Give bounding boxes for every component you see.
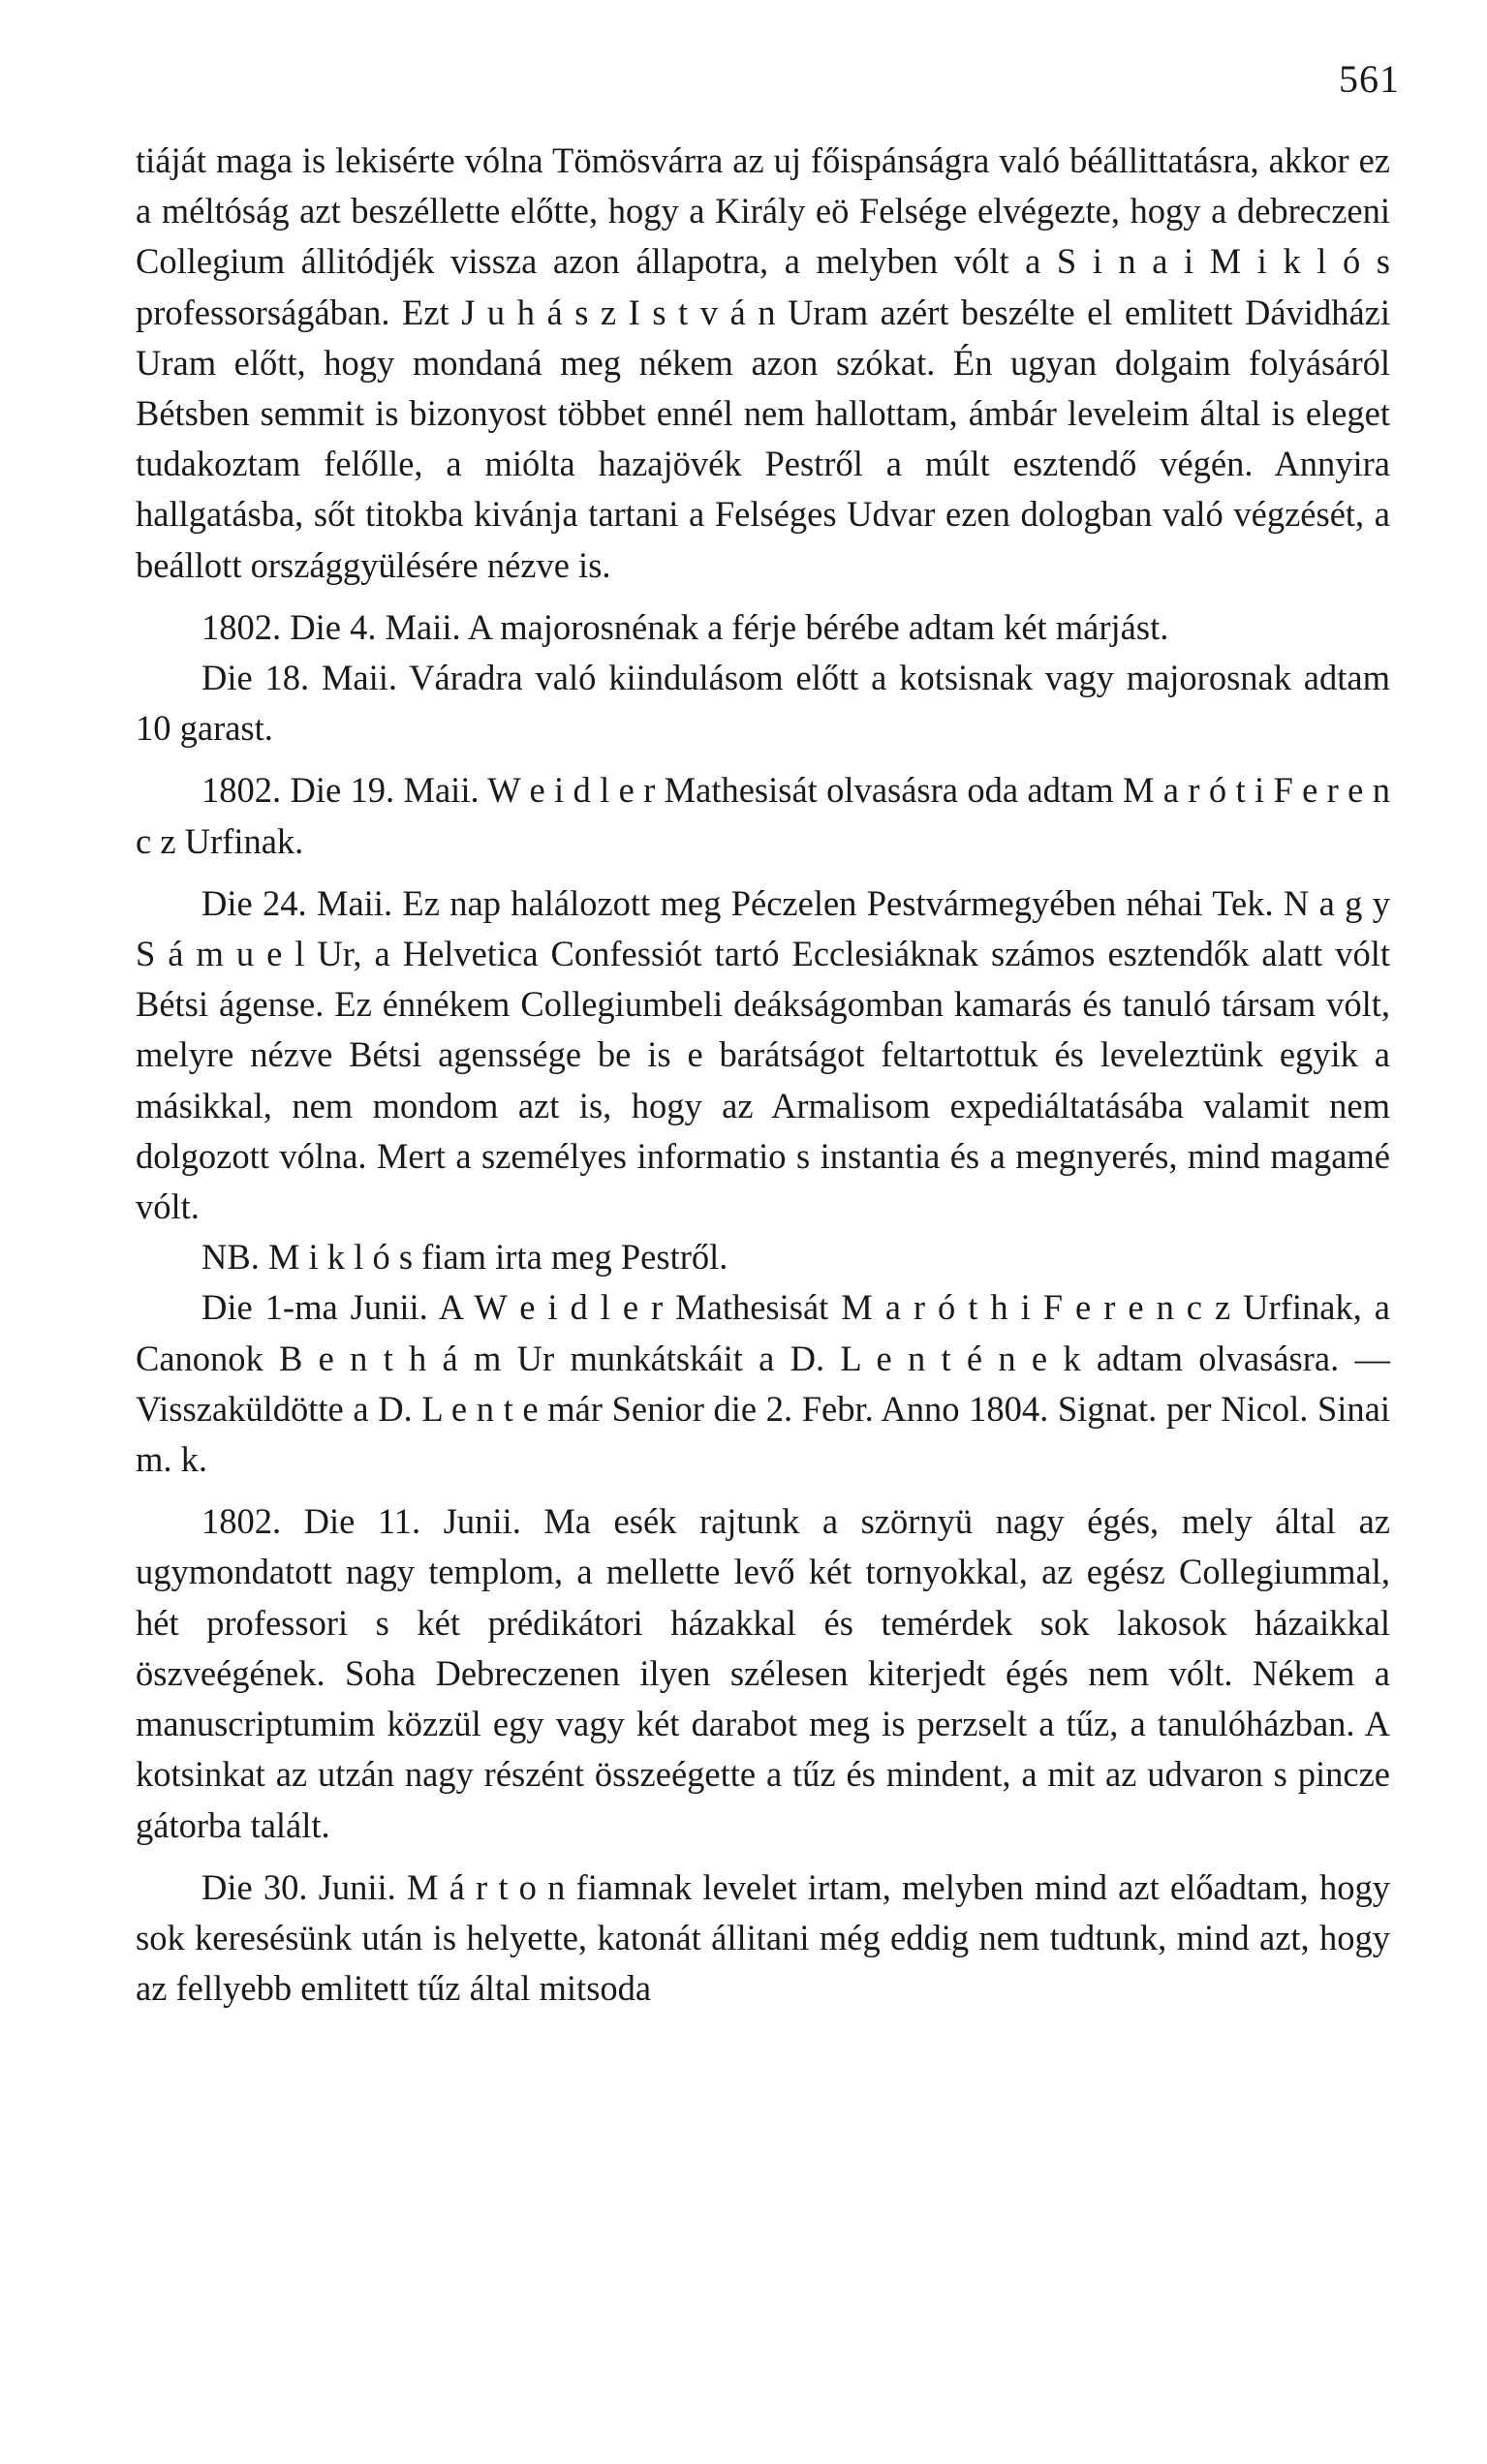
paragraph-entry-1802-june-11: 1802. Die 11. Junii. Ma esék rajtunk a szörnyü nagy égés, mely által az ugymondatott nagy templom, a mellette levő két tornyokkal, az egész Collegiummal, hét professori s két prédikátori házakkal és temérdek sok lakosok házaikkal öszveégének. Soha Debreczenen ilyen szélesen kiterjedt égés nem vólt. Nékem a manuscriptumim közzül egy vagy két darabot meg is perzselt a tűz, a tanulóházban. A kotsinkat az utzán nagy részént összeégette a tűz és mindent, a mit az udvaron s pincze gátorba talált. bbox=[136, 1501, 1390, 1845]
paragraph-continuation: tiáját maga is lekisérte vólna Tömösvárra az uj főispánságra való béállittatásra, akkor ez a méltóság azt beszéllette előtte, hogy a Király eö Felsége elvégezte, hogy a debreczeni Collegium állitódjék vissza azon állapotra, a melyben vólt a S i n a i M i k l ó s professorságában. Ezt J u h á s z I s t v á n Uram azért beszélte el emlitett Dávidházi Uram előtt, hogy mondaná meg nékem azon szókat. Én ugyan dolgaim folyásáról Bétsben semmit is bizonyost többet ennél nem hallottam, ámbár leveleim által is eleget tudakoztam felőlle, a miólta hazajövék Pestről a múlt esztendő végén. Annyira hallgatásba, sőt titokba kivánja tartani a Felséges Udvar ezen dologban való végzését, a beállott országgyülésére nézve is. bbox=[136, 140, 1390, 585]
paragraph-entry-may-18: Die 18. Maii. Váradra való kiindulásom előtt a kotsisnak vagy majorosnak adtam 10 garast. bbox=[136, 658, 1390, 749]
paragraph-entry-june-30: Die 30. Junii. M á r t o n fiamnak levelet irtam, melyben mind azt előadtam, hogy sok keresésünk után is helyette, katonát állitani még eddig nem tudtunk, mind azt, hogy az fellyebb emlitett tűz által mitsoda bbox=[136, 1866, 1390, 2009]
paragraph-nb-note: NB. M i k l ó s fiam irta meg Pestről. bbox=[201, 1237, 728, 1278]
body-text bbox=[136, 136, 1390, 2014]
paragraph-entry-1802-may-19: 1802. Die 19. Maii. W e i d l e r Mathesisát olvasásra oda adtam M a r ó t i F e r e n c z Urfinak. bbox=[136, 770, 1390, 861]
paragraph-entry-may-24: Die 24. Maii. Ez nap halálozott meg Péczelen Pestvármegyében néhai Tek. N a g y S á m u e l Ur, a Helvetica Confessiót tartó Ecclesiáknak számos esztendők alatt vólt Bétsi ágense. Ez énnékem Collegiumbeli deákságomban kamarás és tanuló társam vólt, melyre nézve Bétsi agenssége be is e barátságot feltartottuk és leveleztünk egyik a másikkal, nem mondom azt is, hogy az Armalisom expediáltatásába valamit nem dolgozott vólna. Mert a személyes informatio s instantia és a megnyerés, mind magamé vólt. bbox=[136, 882, 1390, 1227]
paragraph-entry-june-1: Die 1-ma Junii. A W e i d l e r Mathesisát M a r ó t h i F e r e n c z Urfinak, a Canonok B e n t h á m Ur munkátskáit a D. L e n t é n e k adtam olvasásra. — Visszaküldötte a D. L e n t e már Senior die 2. Febr. Anno 1804. Signat. per Nicol. Sinai m. k. bbox=[136, 1287, 1390, 1480]
paragraph-entry-1802-may-4: 1802. Die 4. Maii. A majorosnénak a férje bérébe adtam két márjást. bbox=[201, 606, 1169, 647]
page-number: 561 bbox=[1339, 57, 1400, 101]
